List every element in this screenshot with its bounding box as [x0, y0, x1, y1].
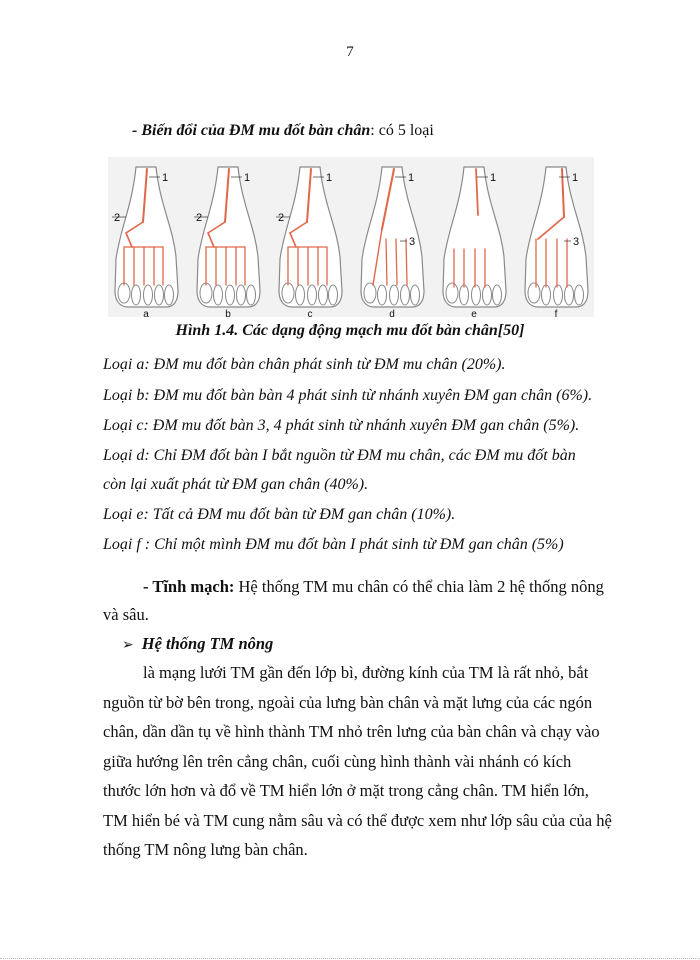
toe — [247, 285, 256, 305]
figure-foot-arteries — [108, 157, 594, 317]
foot-illustrations — [108, 157, 594, 317]
superficial-heading — [122, 634, 273, 654]
foot-label-1: 1 — [244, 172, 251, 184]
foot-label-2: 2 — [114, 212, 121, 224]
foot-label-1: 1 — [408, 172, 415, 184]
toe — [282, 283, 294, 303]
foot-c — [276, 167, 342, 317]
toe — [554, 285, 563, 305]
toe — [483, 285, 492, 305]
toe — [319, 285, 328, 305]
section-heading — [132, 122, 434, 140]
superficial-line-4: giữa hướng lên trên cẳng chân, cuối cùng hình thành vài nhánh có kích — [103, 752, 572, 771]
toe — [565, 285, 574, 305]
superficial-line-5: thước lớn hơn và đổ về TM hiển lớn ở mặt trong cẳng chân. TM hiển lớn, — [103, 781, 589, 800]
type-e-line: Loại e: Tất cả ĐM mu đốt bàn từ ĐM gan chân (10%). — [103, 506, 456, 523]
toe — [390, 285, 399, 305]
toe — [144, 285, 153, 305]
vein-line-2: và sâu. — [103, 605, 149, 624]
type-d-line-continued: còn lại xuất phát từ ĐM gan chân (40%). — [103, 476, 369, 493]
foot-label-1: 1 — [326, 172, 333, 184]
toe — [460, 285, 469, 305]
foot-letter-d: d — [389, 309, 395, 317]
toe — [329, 285, 338, 305]
toe — [493, 285, 502, 305]
type-a-line: Loại a: ĐM mu đốt bàn chân phát sinh từ ĐM mu chân (20%). — [103, 356, 506, 373]
toe — [165, 285, 174, 305]
toe — [296, 285, 305, 305]
type-b-line: Loại b: ĐM mu đốt bàn bàn 4 phát sinh từ nhánh xuyên ĐM gan chân (6%). — [103, 387, 593, 404]
foot-label-1: 1 — [162, 172, 169, 184]
toe — [364, 283, 376, 303]
foot-label-3: 3 — [573, 236, 580, 248]
vein-line-1-text: Hệ thống TM mu chân có thể chia làm 2 hệ thống nông — [234, 577, 604, 596]
section-heading-bold: - Biến đổi của ĐM mu đốt bàn chân — [132, 122, 371, 139]
foot-letter-c: c — [307, 309, 313, 317]
toe — [528, 283, 540, 303]
foot-letter-f: f — [554, 309, 558, 317]
foot-label-3: 3 — [409, 236, 416, 248]
superficial-line-2: nguồn từ bờ bên trong, ngoài của lưng bàn chân và mặt lưng của các ngón — [103, 693, 593, 712]
foot-label-1: 1 — [572, 172, 579, 184]
toe — [308, 285, 317, 305]
toe — [575, 285, 584, 305]
toe — [378, 285, 387, 305]
superficial-line-7: thống TM nông lưng bàn chân. — [103, 840, 308, 859]
toe — [472, 285, 481, 305]
foot-letter-e: e — [471, 309, 477, 317]
vein-label: - Tĩnh mạch: — [143, 577, 235, 596]
vein-line-1 — [143, 577, 604, 597]
toe — [214, 285, 223, 305]
foot-label-1: 1 — [490, 172, 497, 184]
foot-letter-a: a — [143, 309, 149, 317]
section-heading-rest: : có 5 loại — [370, 122, 434, 139]
foot-f — [525, 167, 588, 317]
foot-e — [443, 167, 506, 317]
toe — [542, 285, 551, 305]
toe — [200, 283, 212, 303]
toe — [411, 285, 420, 305]
type-f-line: Loại f : Chỉ một mình ĐM mu đốt bàn I phát sinh từ ĐM gan chân (5%) — [103, 536, 564, 553]
toe — [132, 285, 141, 305]
superficial-heading-text: Hệ thống TM nông — [141, 634, 274, 653]
foot-label-2: 2 — [196, 212, 203, 224]
page-number: 7 — [346, 44, 354, 60]
toe — [237, 285, 246, 305]
foot-label-2: 2 — [278, 212, 285, 224]
superficial-line-3: chân, dần dần tụ về hình thành TM nhỏ trên lưng của bàn chân và chạy vào — [103, 722, 600, 741]
foot-a — [112, 167, 178, 317]
page-bottom-edge — [0, 958, 700, 959]
toe — [446, 283, 458, 303]
toe — [226, 285, 235, 305]
foot-d — [361, 167, 424, 317]
toe — [401, 285, 410, 305]
type-c-line: Loại c: ĐM mu đốt bàn 3, 4 phát sinh từ nhánh xuyên ĐM gan chân (5%). — [103, 417, 580, 434]
superficial-line-6: TM hiển bé và TM cung nằm sâu và có thể được xem như lớp sâu của của hệ — [103, 811, 612, 830]
type-d-line: Loại d: Chỉ ĐM đốt bàn I bắt nguồn từ ĐM mu chân, các ĐM mu đốt bàn — [103, 447, 576, 464]
foot-b — [194, 167, 260, 317]
foot-letter-b: b — [225, 309, 231, 317]
toe — [155, 285, 164, 305]
superficial-line-1: là mạng lưới TM gần đến lớp bì, đường kính của TM là rất nhỏ, bắt — [143, 663, 589, 682]
figure-caption: Hình 1.4. Các dạng động mạch mu đốt bàn chân[50] — [175, 322, 525, 339]
toe — [118, 283, 130, 303]
arrow-bullet-icon: ➢ — [122, 637, 134, 653]
